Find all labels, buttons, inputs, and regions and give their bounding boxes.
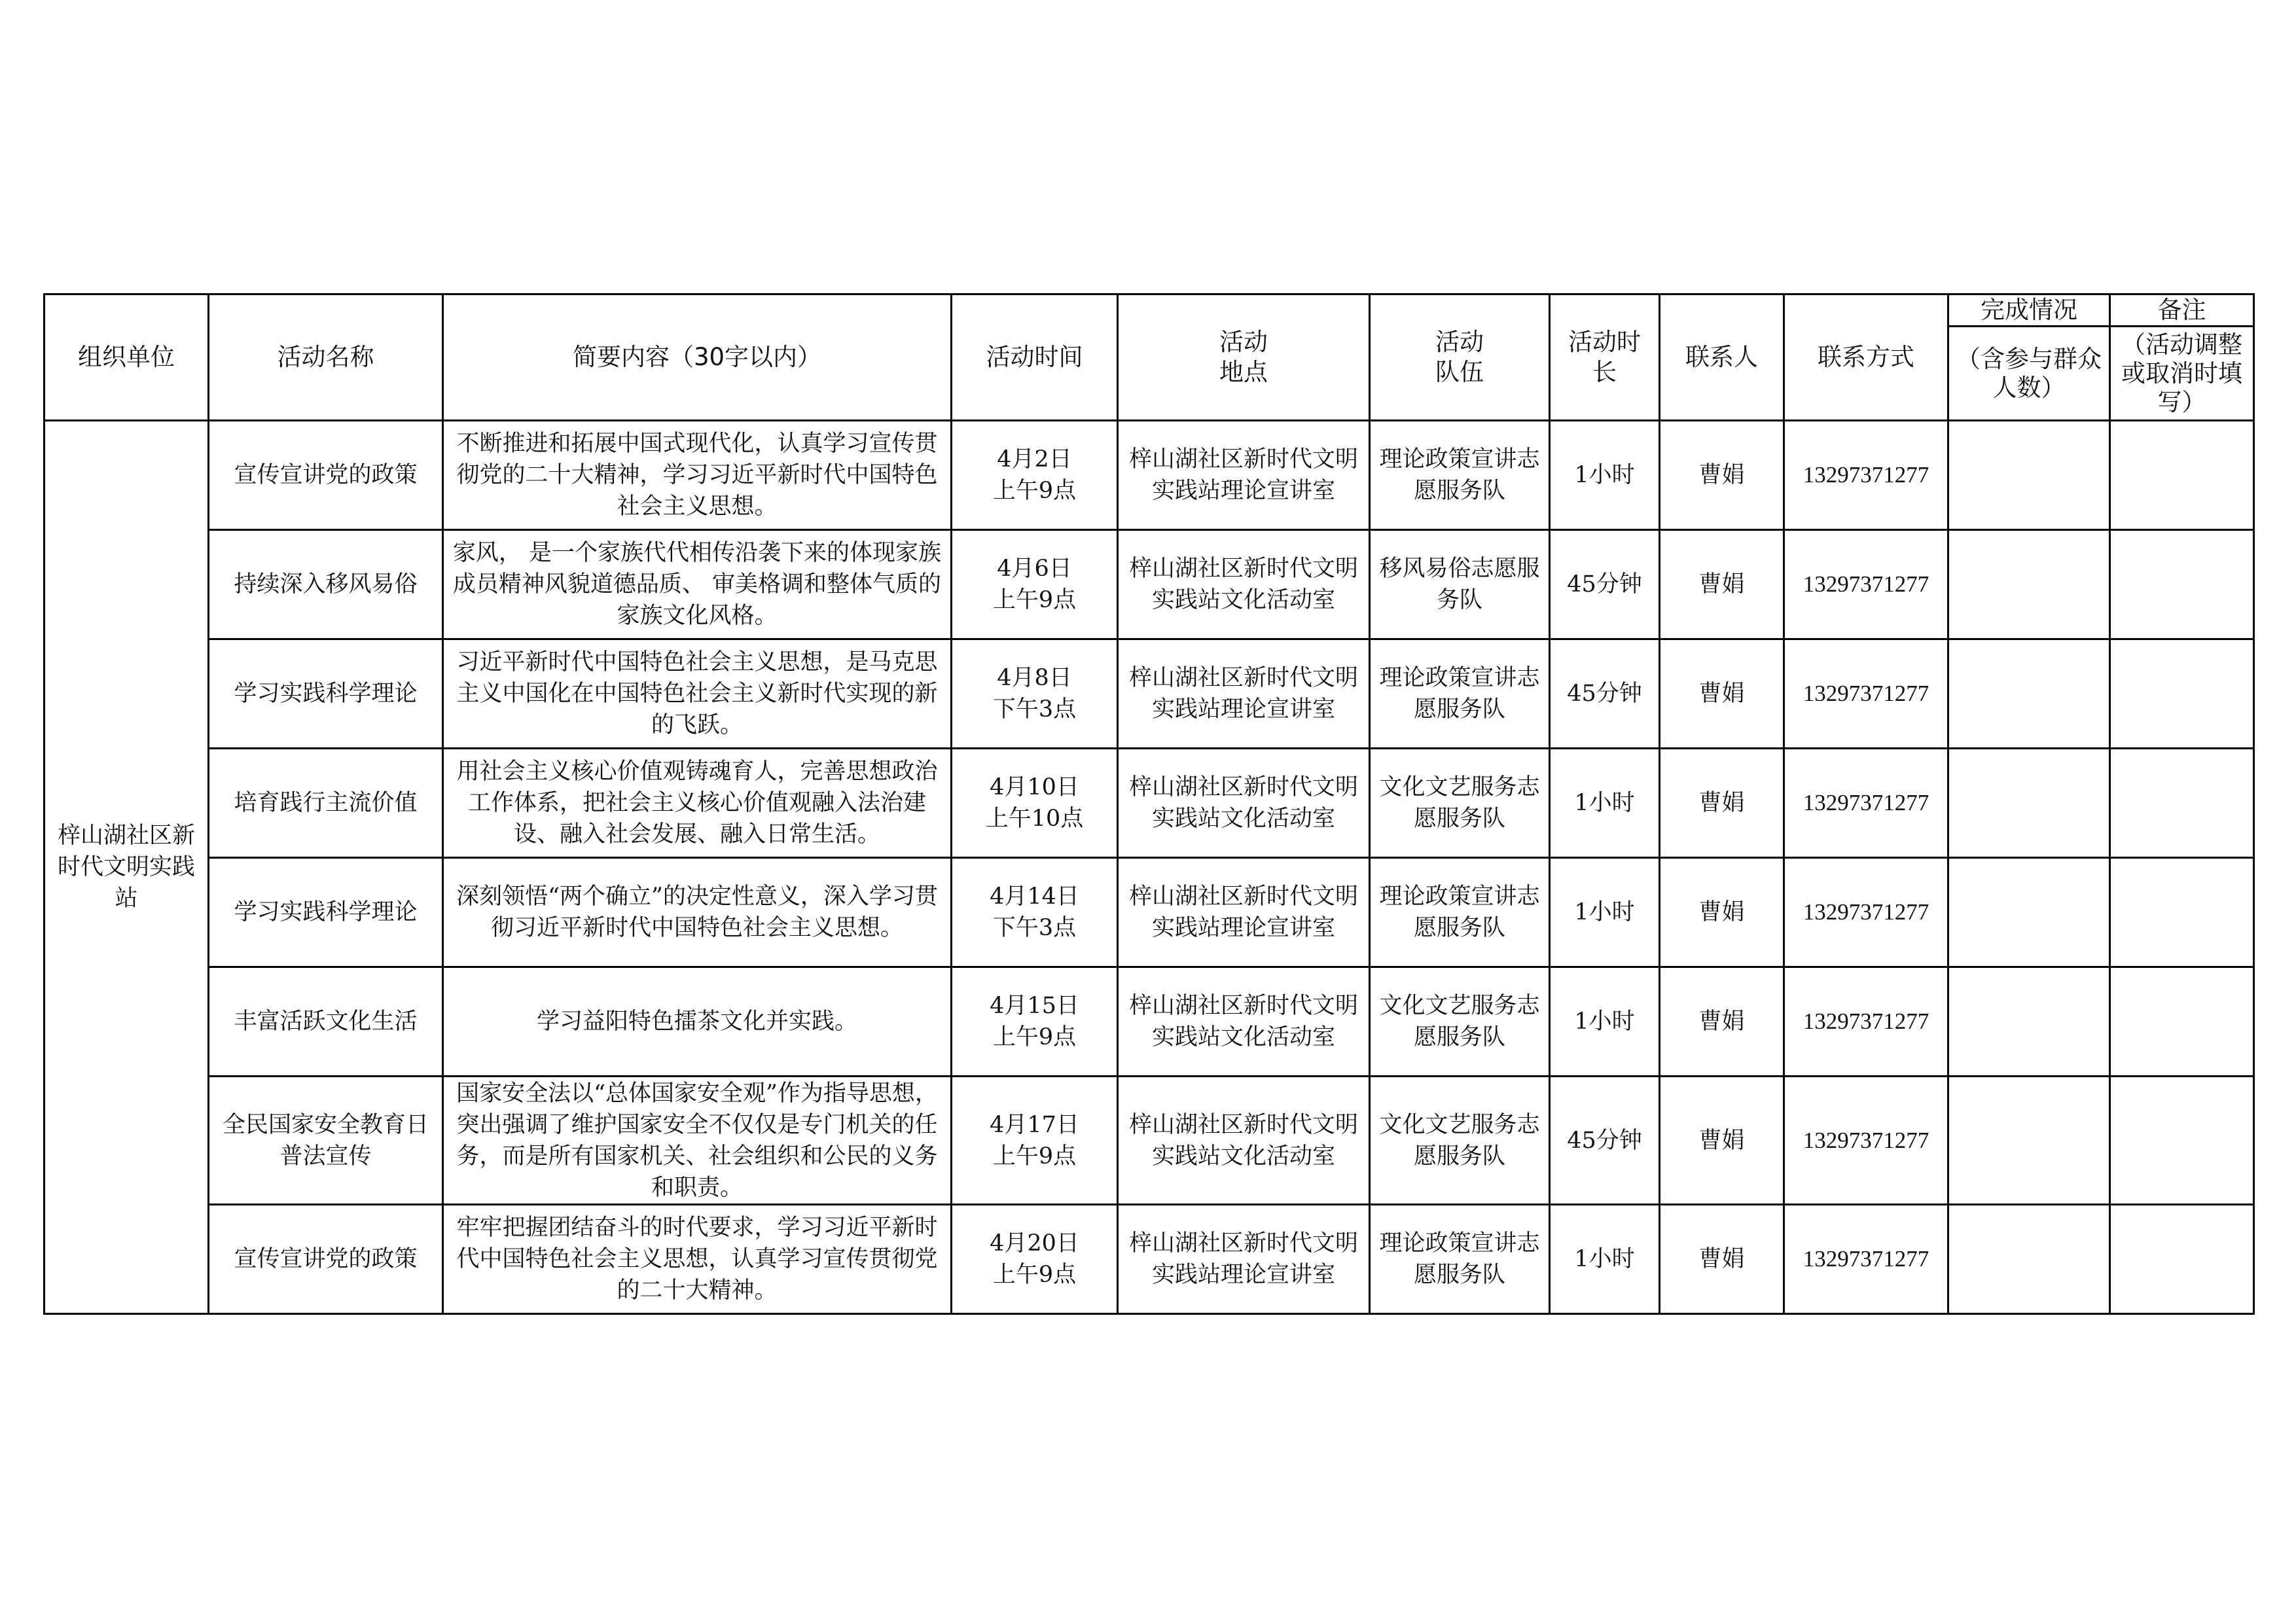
table-row [45, 639, 2254, 749]
duration-cell: 1小时 [1550, 1205, 1660, 1314]
contact-cell: 曹娟 [1660, 749, 1784, 858]
header-duration: 活动时长 [1550, 294, 1660, 421]
time-cell: 4月10日 上午10点 [952, 749, 1118, 858]
time-cell: 4月2日 上午9点 [952, 421, 1118, 530]
phone-cell: 13297371277 [1784, 749, 1948, 858]
completion-cell [1948, 749, 2110, 858]
remark-cell [2110, 1077, 2254, 1205]
team-cell: 理论政策宣讲志愿服务队 [1370, 421, 1550, 530]
org-unit-cell: 梓山湖社区新时代文明实践站 [45, 421, 209, 1314]
content-cell: 用社会主义核心价值观铸魂育人，完善思想政治工作体系，把社会主义核心价值观融入法治建设、融入社会发展、融入日常生活。 [443, 749, 952, 858]
time-cell: 4月20日 上午9点 [952, 1205, 1118, 1314]
table-row [45, 967, 2254, 1077]
content-cell: 不断推进和拓展中国式现代化，认真学习宣传贯彻党的二十大精神，学习习近平新时代中国特色社会主义思想。 [443, 421, 952, 530]
completion-cell [1948, 1077, 2110, 1205]
place-cell: 梓山湖社区新时代文明实践站文化活动室 [1118, 530, 1370, 639]
remark-cell [2110, 858, 2254, 967]
duration-cell: 1小时 [1550, 421, 1660, 530]
team-cell: 理论政策宣讲志愿服务队 [1370, 639, 1550, 749]
contact-cell: 曹娟 [1660, 1205, 1784, 1314]
header-place: 活动 地点 [1118, 294, 1370, 421]
duration-cell: 1小时 [1550, 749, 1660, 858]
header-remark-title: 备注 [2111, 295, 2253, 327]
completion-cell [1948, 967, 2110, 1077]
activity-name-cell: 培育践行主流价值 [209, 749, 443, 858]
duration-cell: 1小时 [1550, 858, 1660, 967]
content-cell: 学习益阳特色擂茶文化并实践。 [443, 967, 952, 1077]
completion-cell [1948, 530, 2110, 639]
remark-cell [2110, 639, 2254, 749]
activity-name-cell: 持续深入移风易俗 [209, 530, 443, 639]
time-cell: 4月15日 上午9点 [952, 967, 1118, 1077]
completion-cell [1948, 1205, 2110, 1314]
completion-cell [1948, 421, 2110, 530]
table-row [45, 858, 2254, 967]
activity-name-cell: 学习实践科学理论 [209, 858, 443, 967]
activity-name-cell: 宣传宣讲党的政策 [209, 1205, 443, 1314]
place-cell: 梓山湖社区新时代文明实践站理论宣讲室 [1118, 1205, 1370, 1314]
content-cell: 深刻领悟“两个确立”的决定性意义，深入学习贯彻习近平新时代中国特色社会主义思想。 [443, 858, 952, 967]
header-completion [1948, 294, 2110, 421]
duration-cell: 45分钟 [1550, 530, 1660, 639]
phone-cell: 13297371277 [1784, 1077, 1948, 1205]
activity-name-cell: 宣传宣讲党的政策 [209, 421, 443, 530]
contact-cell: 曹娟 [1660, 421, 1784, 530]
table-row [45, 1205, 2254, 1314]
header-phone: 联系方式 [1784, 294, 1948, 421]
team-cell: 移风易俗志愿服务队 [1370, 530, 1550, 639]
table-row [45, 421, 2254, 530]
phone-cell: 13297371277 [1784, 530, 1948, 639]
duration-cell: 45分钟 [1550, 1077, 1660, 1205]
place-cell: 梓山湖社区新时代文明实践站文化活动室 [1118, 1077, 1370, 1205]
team-cell: 理论政策宣讲志愿服务队 [1370, 1205, 1550, 1314]
activity-name-cell: 学习实践科学理论 [209, 639, 443, 749]
duration-cell: 45分钟 [1550, 639, 1660, 749]
header-org: 组织单位 [45, 294, 209, 421]
place-cell: 梓山湖社区新时代文明实践站文化活动室 [1118, 967, 1370, 1077]
completion-cell [1948, 639, 2110, 749]
table-row [45, 749, 2254, 858]
place-cell: 梓山湖社区新时代文明实践站理论宣讲室 [1118, 421, 1370, 530]
header-time: 活动时间 [952, 294, 1118, 421]
header-content: 简要内容（30字以内） [443, 294, 952, 421]
time-cell: 4月14日 下午3点 [952, 858, 1118, 967]
content-cell: 习近平新时代中国特色社会主义思想，是马克思主义中国化在中国特色社会主义新时代实现的新的飞跃。 [443, 639, 952, 749]
place-cell: 梓山湖社区新时代文明实践站理论宣讲室 [1118, 639, 1370, 749]
content-cell: 牢牢把握团结奋斗的时代要求，学习习近平新时代中国特色社会主义思想，认真学习宣传贯彻党的二十大精神。 [443, 1205, 952, 1314]
phone-cell: 13297371277 [1784, 967, 1948, 1077]
remark-cell [2110, 421, 2254, 530]
activity-schedule-table [43, 293, 2255, 1315]
time-cell: 4月8日 下午3点 [952, 639, 1118, 749]
table-row [45, 1077, 2254, 1205]
remark-cell [2110, 530, 2254, 639]
time-cell: 4月17日 上午9点 [952, 1077, 1118, 1205]
team-cell: 文化文艺服务志愿服务队 [1370, 749, 1550, 858]
duration-cell: 1小时 [1550, 967, 1660, 1077]
remark-cell [2110, 749, 2254, 858]
contact-cell: 曹娟 [1660, 858, 1784, 967]
phone-cell: 13297371277 [1784, 639, 1948, 749]
contact-cell: 曹娟 [1660, 530, 1784, 639]
table-body [45, 421, 2254, 1314]
completion-cell [1948, 858, 2110, 967]
phone-cell: 13297371277 [1784, 858, 1948, 967]
time-cell: 4月6日 上午9点 [952, 530, 1118, 639]
header-team: 活动 队伍 [1370, 294, 1550, 421]
activity-name-cell: 全民国家安全教育日普法宣传 [209, 1077, 443, 1205]
phone-cell: 13297371277 [1784, 1205, 1948, 1314]
team-cell: 文化文艺服务志愿服务队 [1370, 1077, 1550, 1205]
content-cell: 国家安全法以“总体国家安全观”作为指导思想，突出强调了维护国家安全不仅仅是专门机关的任务，而是所有国家机关、社会组织和公民的义务和职责。 [443, 1077, 952, 1205]
header-activity-name: 活动名称 [209, 294, 443, 421]
table-row [45, 530, 2254, 639]
remark-cell [2110, 1205, 2254, 1314]
header-completion-note: （含参与群众人数） [1956, 344, 2102, 402]
activity-name-cell: 丰富活跃文化生活 [209, 967, 443, 1077]
place-cell: 梓山湖社区新时代文明实践站文化活动室 [1118, 749, 1370, 858]
content-cell: 家风， 是一个家族代代相传沿袭下来的体现家族成员精神风貌道德品质、 审美格调和整体气质的家族文化风格。 [443, 530, 952, 639]
header-completion-title: 完成情况 [1949, 295, 2109, 327]
header-row [45, 294, 2254, 421]
contact-cell: 曹娟 [1660, 1077, 1784, 1205]
team-cell: 文化文艺服务志愿服务队 [1370, 967, 1550, 1077]
remark-cell [2110, 967, 2254, 1077]
contact-cell: 曹娟 [1660, 967, 1784, 1077]
place-cell: 梓山湖社区新时代文明实践站理论宣讲室 [1118, 858, 1370, 967]
header-contact: 联系人 [1660, 294, 1784, 421]
team-cell: 理论政策宣讲志愿服务队 [1370, 858, 1550, 967]
phone-cell: 13297371277 [1784, 421, 1948, 530]
header-remark-note: （活动调整或取消时填写） [2121, 330, 2242, 416]
header-remark [2110, 294, 2254, 421]
contact-cell: 曹娟 [1660, 639, 1784, 749]
